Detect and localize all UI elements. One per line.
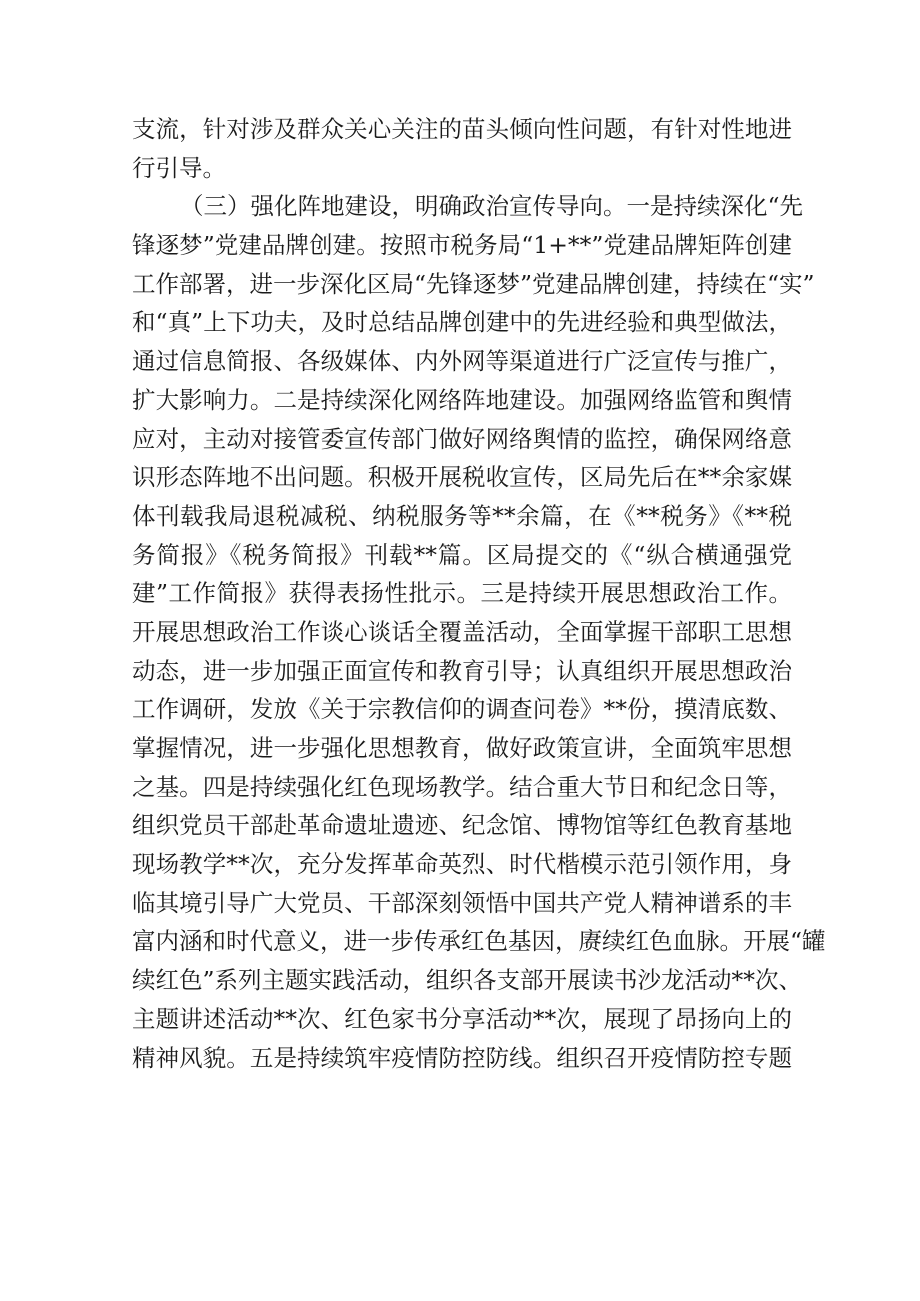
text-line: 精神风貌。五是持续筑牢疫情防控防线。组织召开疫情防控专题: [132, 1043, 792, 1072]
text-line: （三）强化阵地建设，明确政治宣传导向。一是持续深化“先: [180, 192, 804, 221]
text-line: 锋逐梦”党建品牌创建。按照市税务局“1+**”党建品牌矩阵创建: [132, 231, 792, 260]
text-line: 掌握情况，进一步强化思想教育，做好政策宣讲，全面筑牢思想: [132, 734, 792, 762]
text-line: 之基。四是持续强化红色现场教学。结合重大节日和纪念日等，: [132, 772, 792, 801]
text-line: 动态，进一步加强正面宣传和教育引导；认真组织开展思想政治: [132, 656, 792, 685]
text-line: 工作部署，进一步深化区局“先锋逐梦”党建品牌创建，持续在“实”: [132, 269, 815, 298]
text-line: 通过信息简报、各级媒体、内外网等渠道进行广泛宣传与推广，: [132, 347, 792, 376]
body-text: [132, 110, 826, 1077]
text-line: 续红色”系列主题实践活动，组织各支部开展读书沙龙活动**次、: [132, 966, 803, 995]
text-line: 支流，针对涉及群众关心关注的苗头倾向性问题，有针对性地进: [132, 115, 792, 143]
text-line: 主题讲述活动**次、红色家书分享活动**次，展现了昂扬向上的: [132, 1004, 792, 1033]
text-line: 开展思想政治工作谈心谈话全覆盖活动，全面掌握干部职工思想: [132, 617, 792, 646]
text-line: 识形态阵地不出问题。积极开展税收宣传，区局先后在**余家媒: [132, 463, 792, 492]
text-line: 应对，主动对接管委宣传部门做好网络舆情的监控，确保网络意: [132, 424, 792, 453]
text-line: 现场教学**次，充分发挥革命英烈、时代楷模示范引领作用，身: [132, 850, 792, 879]
text-line: 组织党员干部赴革命遗址遗迹、纪念馆、博物馆等红色教育基地: [132, 811, 792, 840]
text-line: 富内涵和时代意义，进一步传承红色基因，赓续红色血脉。开展“罐: [132, 927, 826, 956]
text-line: 务简报》《税务简报》刊载**篇。区局提交的《“纵合横通强党: [132, 540, 792, 569]
text-line: 工作调研，发放《关于宗教信仰的调查问卷》**份，摸清底数、: [132, 695, 792, 724]
text-line: 体刊载我局退税减税、纳税服务等**余篇，在《**税务》《**税: [132, 501, 792, 530]
text-line: 行引导。: [132, 153, 226, 182]
text-line: 临其境引导广大党员、干部深刻领悟中国共产党人精神谱系的丰: [132, 888, 792, 917]
text-line: 和“真”上下功夫，及时总结品牌创建中的先进经验和典型做法，: [132, 308, 792, 337]
text-line: 扩大影响力。二是持续深化网络阵地建设。加强网络监管和舆情: [132, 385, 792, 414]
text-line: 建”工作简报》获得表扬性批示。三是持续开展思想政治工作。: [132, 579, 792, 608]
